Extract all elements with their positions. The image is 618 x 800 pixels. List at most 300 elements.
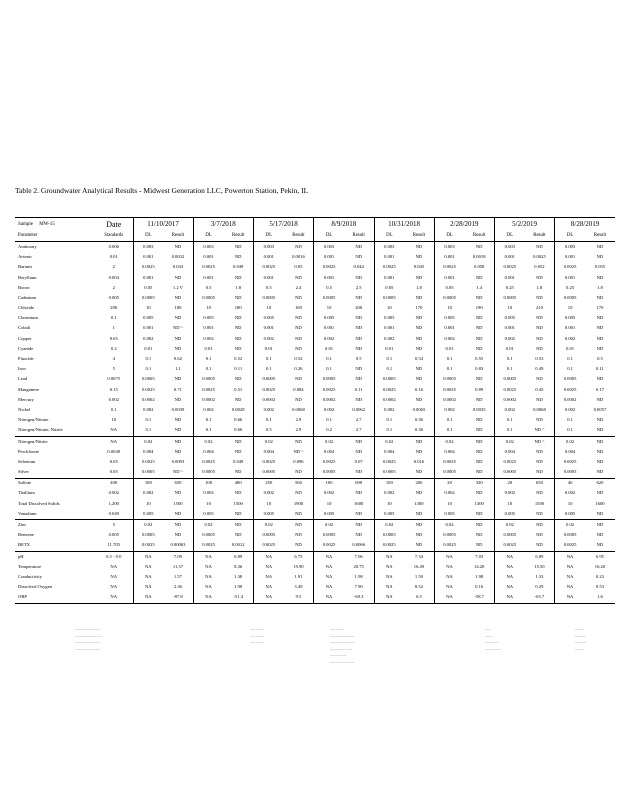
result-value: ND <box>344 252 374 262</box>
dl-value: NA <box>325 573 333 579</box>
result-value: 0.71 <box>163 385 193 395</box>
result-value: ND <box>525 520 555 531</box>
parameter-name: Iron <box>18 366 26 372</box>
dl-value: 0.0005 <box>202 294 215 300</box>
result-value: ND <box>284 334 314 344</box>
result-value: ND <box>404 520 434 531</box>
result-value: ND ^ <box>284 447 314 457</box>
dl-value: 10 <box>507 500 513 506</box>
dl-value: 0.002 <box>323 406 335 412</box>
result-value: 1.6 <box>585 593 615 604</box>
result-value: 0.043 <box>163 263 193 273</box>
result-value: ND <box>525 530 555 540</box>
table-row <box>15 436 615 447</box>
result-value: 2.36 <box>163 582 193 592</box>
dl-value: 0.0002 <box>503 396 517 402</box>
dl-value: 0.0025 <box>563 386 577 392</box>
result-value: 690 <box>344 478 374 489</box>
dl-value: 0.002 <box>203 335 214 341</box>
result-value: ND <box>163 242 193 253</box>
dl-value: 0.005 <box>263 315 274 321</box>
result-value: 19.90 <box>284 562 314 572</box>
result-value: ND ^ <box>525 426 555 437</box>
parameter-name: Sulfate <box>15 478 95 489</box>
result-value: ND <box>284 541 314 552</box>
dl-value: 0.0025 <box>262 386 276 392</box>
header-row-dates <box>15 218 615 232</box>
dl-value: 0.1 <box>205 366 212 372</box>
dl-value: 0.0025 <box>563 264 577 270</box>
dl-value: 0.1 <box>506 366 513 372</box>
result-value: 0.11 <box>223 364 253 374</box>
dl-value: NA <box>193 551 223 562</box>
dl-value: 10 <box>387 500 392 506</box>
dl-value: 0.05 <box>385 284 394 290</box>
result-value: 7.34 <box>404 551 434 562</box>
result-value: 0.052 <box>525 263 555 273</box>
result-value: ND <box>525 344 555 354</box>
dl-value: 0.0025 <box>322 458 336 464</box>
dl-value: 0.02 <box>555 520 585 531</box>
result-value: 14.20 <box>464 562 494 572</box>
result-value: ND <box>596 510 604 516</box>
dl-value: 0.1 <box>326 417 332 423</box>
dl-value: 0.002 <box>263 335 274 341</box>
result-value: ND <box>163 395 193 405</box>
dl-value: NA <box>446 584 453 590</box>
dl-value: 0.0005 <box>443 469 456 475</box>
result-value: 1.90 <box>223 582 253 592</box>
result-value: 0.049 <box>223 457 253 467</box>
dl-value: 0.0025 <box>202 458 215 464</box>
dl-value: 0.002 <box>504 406 515 412</box>
dl-value: 0.02 <box>314 436 344 447</box>
result-value: 2.7 <box>344 415 374 425</box>
result-value: 1.4 <box>464 283 494 293</box>
dl-value: 0.0025 <box>563 542 577 548</box>
dl-value: 0.01 <box>264 345 273 351</box>
dl-value: 0.002 <box>143 490 154 496</box>
table-row <box>15 562 615 572</box>
parameter-name: pH <box>15 551 95 562</box>
result-value: 2.4 <box>284 283 314 293</box>
dl-value: 0.0005 <box>503 376 517 382</box>
dl-value: 0.003 <box>263 243 274 249</box>
dl-value: 0.001 <box>504 325 515 331</box>
result-value: 3.49 <box>284 582 314 592</box>
dl-value: 0.001 <box>323 254 335 260</box>
date-header: 2/28/2019 <box>434 218 494 232</box>
dl-value: 0.1 <box>265 417 272 423</box>
dl-value: 0.0025 <box>202 386 215 392</box>
dl-value: 0.004 <box>384 448 395 454</box>
result-value: ND <box>344 395 374 405</box>
dl-value: NA <box>566 563 574 569</box>
result-value: ND <box>464 293 494 303</box>
table-row <box>15 293 615 303</box>
table-row <box>15 252 615 262</box>
dl-value: 0.005 <box>444 315 455 321</box>
dl-value: NA <box>374 593 404 604</box>
result-value: ND <box>223 375 253 385</box>
result-value: ND <box>344 364 374 374</box>
dl-value: 0.02 <box>434 436 464 447</box>
dl-value: NA <box>265 584 273 590</box>
dl-value: 250 <box>254 478 284 489</box>
standard-value: NA <box>95 426 133 437</box>
result-value: 1.91 <box>284 572 314 582</box>
result-value: ND <box>223 436 253 447</box>
dl-value: 0.0005 <box>382 294 396 300</box>
dl-value: 0.0005 <box>443 294 456 300</box>
result-value: ND <box>284 324 314 334</box>
dl-value: 0.0005 <box>322 532 336 538</box>
result-value: ND <box>525 334 555 344</box>
dl-value: 0.0005 <box>563 469 577 475</box>
result-value: 0.29 <box>525 582 555 592</box>
dl-value: 0.005 <box>143 510 154 516</box>
dl-value: 100 <box>193 478 223 489</box>
dl-value: 10 <box>266 500 272 506</box>
sample-cell <box>15 218 95 232</box>
result-value: ND <box>404 252 434 262</box>
dl-value: NA <box>566 584 574 590</box>
result-value: 0.0057 <box>593 406 607 412</box>
dl-value: 0.003 <box>143 243 154 249</box>
dl-value: 0.0025 <box>503 264 517 270</box>
parameter-name: Nitrogen/Nitrite <box>15 436 95 447</box>
result-value: ND <box>163 530 193 540</box>
result-value: ND <box>464 541 494 552</box>
table-row <box>15 572 615 582</box>
dl-value: 0.001 <box>143 274 154 280</box>
table-row <box>15 334 615 344</box>
result-value: 0.0012 <box>223 541 253 552</box>
dl-value: NA <box>506 573 514 579</box>
dl-value: 0.05 <box>445 284 454 290</box>
parameter-name: ORP <box>15 593 95 604</box>
parameter-name: Vanadium <box>18 510 37 516</box>
parameter-name: Selenium <box>18 458 36 464</box>
result-value: ND <box>223 467 253 478</box>
table-row <box>15 520 615 531</box>
result-value: 1.8 <box>597 284 603 290</box>
result-header: Result <box>464 231 494 242</box>
result-value: 1600 <box>595 500 605 506</box>
standard-value: 0.004 <box>95 273 133 283</box>
result-value: ND <box>284 293 314 303</box>
result-value: ND <box>464 426 494 437</box>
result-value: ND <box>344 447 374 457</box>
dl-value: NA <box>314 593 344 604</box>
dl-header: DL <box>374 231 404 242</box>
result-value: ND <box>223 344 253 354</box>
dl-value: NA <box>205 584 212 590</box>
dl-value: 0.001 <box>323 325 335 331</box>
dl-value: 0.004 <box>203 448 214 454</box>
result-value: ND <box>596 254 604 260</box>
standard-value: 10 <box>95 415 133 425</box>
result-value: 1900 <box>284 499 314 509</box>
result-value: -69.3 <box>344 593 374 604</box>
dl-value: 0.0025 <box>563 458 577 464</box>
parameter-name: Perchlorate <box>18 448 39 454</box>
result-value: 1300 <box>464 499 494 509</box>
dl-value: 0.0005 <box>563 376 577 382</box>
result-value: 650 <box>163 478 193 489</box>
table-row <box>15 499 615 509</box>
result-value: ND <box>223 273 253 283</box>
result-value: 1300 <box>404 499 434 509</box>
dl-value: 0.0005 <box>443 376 456 382</box>
result-value: ND <box>596 325 604 331</box>
result-value: 0.096 <box>284 457 314 467</box>
dl-value: 0.002 <box>263 406 274 412</box>
dl-value: 0.02 <box>254 520 284 531</box>
table-row <box>15 324 615 334</box>
standard-value: NA <box>95 582 133 592</box>
result-value: 170 <box>404 303 434 313</box>
table-row <box>15 447 615 457</box>
result-value: -58.7 <box>464 593 494 604</box>
result-value: ND <box>596 274 604 280</box>
result-value: 180 <box>223 303 253 313</box>
result-value: ND <box>404 375 434 385</box>
result-value: 0.16 <box>464 582 494 592</box>
dl-header: DL <box>133 231 163 242</box>
result-value: 0.62 <box>163 354 193 364</box>
table-row <box>15 530 615 540</box>
dl-value: 0.0025 <box>382 458 396 464</box>
dl-value: 0.002 <box>384 490 395 496</box>
dl-value: 0.1 <box>567 356 573 362</box>
result-value: 1600 <box>344 499 374 509</box>
result-value: ND <box>404 530 434 540</box>
dl-value: 0.0025 <box>322 386 336 392</box>
dl-header: DL <box>434 231 464 242</box>
result-value: ND <box>223 530 253 540</box>
dl-value: 0.002 <box>444 406 455 412</box>
dl-value: 0.003 <box>504 243 515 249</box>
result-value: 16.49 <box>404 562 434 572</box>
standard-value: 0.65 <box>95 334 133 344</box>
result-value: ND <box>163 436 193 447</box>
dl-value: 10 <box>447 305 452 311</box>
result-value: ND <box>284 520 314 531</box>
dl-value: 0.0002 <box>563 396 577 402</box>
result-value: ND <box>163 344 193 354</box>
dl-value: 0.005 <box>564 315 576 321</box>
parameter-header: Parameter <box>15 231 95 242</box>
result-value: 6.89 <box>525 551 555 562</box>
result-value: 0.0039 <box>163 405 193 415</box>
dl-value: 10 <box>507 305 513 311</box>
date-header: 3/7/2018 <box>193 218 253 232</box>
dl-value: 0.003 <box>384 243 395 249</box>
dl-value: 0.01 <box>505 345 514 351</box>
result-value: ND <box>525 273 555 283</box>
dl-value: 0.5 <box>265 284 272 290</box>
dl-value: 0.004 <box>504 448 515 454</box>
dl-value: 0.0025 <box>503 542 517 548</box>
dl-value: 0.0005 <box>141 532 155 538</box>
dl-header: DL <box>254 231 284 242</box>
table-row <box>15 242 615 253</box>
footnote-column: —— ——— ———— ——— —— ——— ———— —— ——— ——— —— ——— ——— ——— ———— —— <box>330 628 355 664</box>
dl-value: 0.002 <box>504 490 515 496</box>
footnote-column: — —— — ——— — ——— — —— <box>575 628 587 651</box>
dl-value: 10 <box>567 305 573 311</box>
result-value: ND <box>596 532 604 538</box>
dl-value: 0.0005 <box>322 469 336 475</box>
dl-value: 10 <box>387 305 392 311</box>
parameter-name: Cyanide <box>18 345 34 351</box>
dl-value: 0.002 <box>203 490 214 496</box>
result-value: 7.09 <box>163 551 193 562</box>
result-value: 0.49 <box>525 364 555 374</box>
dl-value: 0.001 <box>384 254 395 260</box>
result-value: 0.0093 <box>163 457 193 467</box>
dl-value: 0.001 <box>143 325 154 331</box>
dl-value: 0.1 <box>265 356 272 362</box>
result-value: ND <box>596 396 604 402</box>
dl-value: NA <box>254 551 284 562</box>
parameter-name: Beryllium <box>18 274 37 280</box>
result-value: 0.0035 <box>464 405 494 415</box>
result-value: 11.37 <box>163 562 193 572</box>
header-row-columns <box>15 231 615 242</box>
dl-value: 0.005 <box>384 510 395 516</box>
dl-value: 0.001 <box>263 274 274 280</box>
dl-value: 0.001 <box>564 274 576 280</box>
result-value: 0.016 <box>404 457 434 467</box>
result-value: 2.9 <box>284 415 314 425</box>
parameter-name: Manganese <box>18 386 39 392</box>
dl-value: 0.02 <box>495 436 525 447</box>
result-value: ND <box>163 447 193 457</box>
result-value: ND <box>223 334 253 344</box>
result-value: 210 <box>525 303 555 313</box>
dl-value: 0.0025 <box>262 458 276 464</box>
result-value: ND <box>404 242 434 253</box>
dl-value: 0.005 <box>203 315 214 321</box>
dl-value: NA <box>555 551 585 562</box>
table-row <box>15 457 615 467</box>
dl-value: 0.02 <box>133 520 163 531</box>
result-value: 9.5 <box>284 593 314 604</box>
result-value: 0.05 <box>284 263 314 273</box>
dl-value: 0.0005 <box>141 469 155 475</box>
parameter-name: Arsenic <box>18 254 33 260</box>
result-value: 0.044 <box>344 263 374 273</box>
parameter-name: BETX <box>18 542 30 548</box>
result-value: ND <box>163 509 193 520</box>
table-row <box>15 375 615 385</box>
dl-header: DL <box>193 231 223 242</box>
parameter-name: Nitrogen/Nitrate <box>18 417 49 423</box>
result-value: 16.20 <box>594 563 606 569</box>
result-value: ND <box>525 395 555 405</box>
result-value: ND <box>344 520 374 531</box>
dl-value: 0.001 <box>444 325 455 331</box>
result-value: ND <box>596 294 604 300</box>
dl-value: 0.1 <box>386 417 393 423</box>
table-row <box>15 551 615 562</box>
result-value: ND <box>223 520 253 531</box>
dl-value: 0.005 <box>323 315 335 321</box>
result-value: 2.5 <box>344 283 374 293</box>
table-row <box>15 489 615 499</box>
result-value: ND <box>464 489 494 499</box>
dl-value: 0.0005 <box>563 532 577 538</box>
result-value: 200 <box>344 303 374 313</box>
dl-value: 10 <box>567 500 573 506</box>
result-value: ND <box>525 457 555 467</box>
dl-value: 0.004 <box>323 448 335 454</box>
table-row <box>15 283 615 293</box>
parameter-name: Conductivity <box>18 573 42 579</box>
result-value: ND ^ <box>163 324 193 334</box>
dl-value: 0.1 <box>145 366 152 372</box>
dl-value: 0.002 <box>444 335 455 341</box>
dl-value: 0.002 <box>444 490 455 496</box>
dl-value: 0.0005 <box>141 376 155 382</box>
dl-value: 0.003 <box>444 243 455 249</box>
dl-value: 0.0005 <box>503 469 517 475</box>
result-value: ND <box>404 314 434 324</box>
parameter-name: Dissolved Oxygen <box>18 584 53 590</box>
result-header: Result <box>163 231 193 242</box>
result-value: 6.95 <box>585 551 615 562</box>
sample-id: MW-15 <box>39 222 55 227</box>
result-value: 1.8 <box>404 283 434 293</box>
result-value: 1.98 <box>344 572 374 582</box>
dl-value: 0.005 <box>203 510 214 516</box>
result-value: ND <box>284 273 314 283</box>
dl-value: 0.0005 <box>262 376 276 382</box>
dl-value: 0.001 <box>203 274 214 280</box>
dl-value: 10 <box>326 500 332 506</box>
result-value: ND <box>596 448 604 454</box>
result-value: ND <box>464 530 494 540</box>
dl-value: 0.0005 <box>322 376 336 382</box>
dl-value: 0.003 <box>564 243 576 249</box>
result-value: ND <box>223 314 253 324</box>
footnote-column: —— ——— ——— —— ——— ——— <box>485 628 502 651</box>
result-value: ND <box>596 315 604 321</box>
standard-value: 400 <box>95 478 133 489</box>
dl-value: 0.0005 <box>382 532 396 538</box>
dl-value: 0.0005 <box>503 532 517 538</box>
result-value: ND <box>163 273 193 283</box>
dl-value: 0.25 <box>566 284 575 290</box>
dl-value: NA <box>254 593 284 604</box>
result-value: ND <box>525 489 555 499</box>
dl-value: 0.02 <box>254 436 284 447</box>
dl-value: 0.1 <box>205 427 212 433</box>
parameter-name: Lead <box>18 376 28 382</box>
dl-value: 0.002 <box>323 490 335 496</box>
result-value: 1.1 <box>163 364 193 374</box>
result-value: 1500 <box>163 499 193 509</box>
dl-value: 0.001 <box>203 325 214 331</box>
dl-value: 0.0025 <box>202 264 215 270</box>
result-value: 8.52 <box>404 582 434 592</box>
dl-value: NA <box>555 593 585 604</box>
result-value: ND <box>596 542 604 548</box>
dl-value: 0.1 <box>205 356 212 362</box>
result-value: 0.52 <box>284 354 314 364</box>
